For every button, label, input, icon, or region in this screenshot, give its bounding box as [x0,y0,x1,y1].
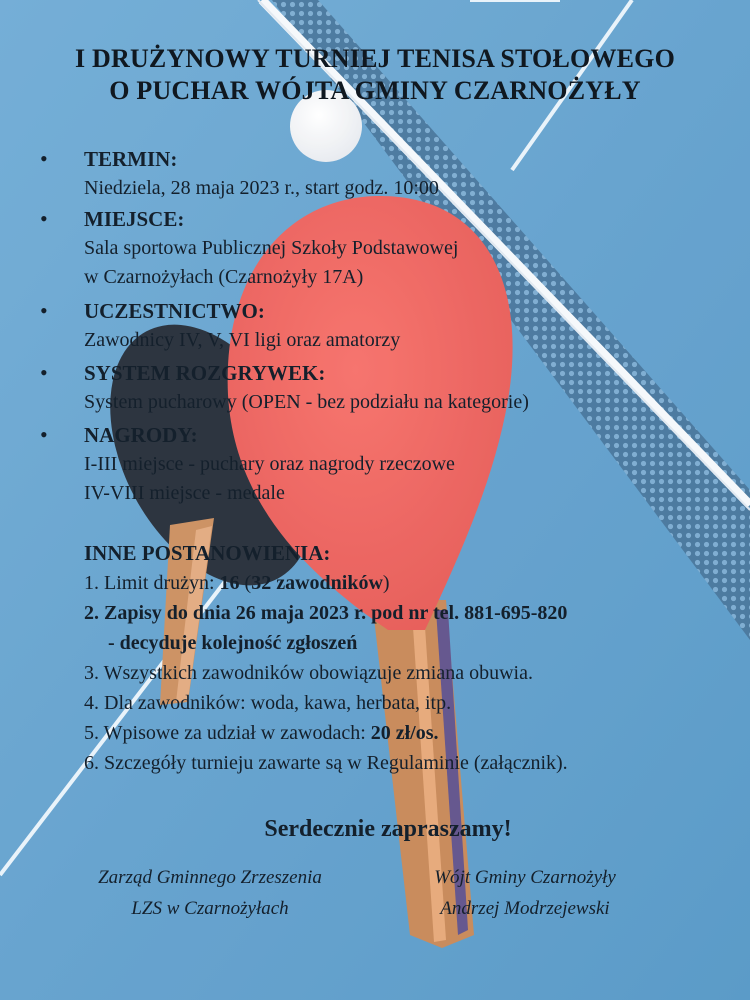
signature-left-line-2: LZS w Czarnożyłach [131,898,289,919]
rule-item-2-continued: - decyduje kolejność zgłoszeń [108,632,358,654]
bullet-icon: • [40,422,48,447]
section-text: I-III miejsce - puchary oraz nagrody rzeczowe [84,453,455,475]
section-text: System pucharowy (OPEN - bez podziału na kategorie) [84,391,529,413]
section-heading: TERMIN: [84,147,178,171]
section-heading: MIEJSCE: [84,207,185,231]
section-nagrody [40,420,720,508]
rule-item-3: 3. Wszystkich zawodników obowiązuje zmiana obuwia. [84,662,533,684]
section-termin [40,144,720,203]
section-text: Zawodnicy IV, V, VI ligi oraz amatorzy [84,329,401,351]
section-text: Niedziela, 28 maja 2023 r., start godz. 10:00 [84,177,439,199]
signature-right-line-1: Wójt Gminy Czarnożyły [434,867,616,888]
rule-item-1: 1. Limit drużyn: 16 (32 zawodników) [84,572,390,594]
signature-right-line-2: Andrzej Modrzejewski [440,898,610,919]
section-miejsce [40,204,720,292]
signature-left [70,862,350,924]
bullet-icon: • [40,298,48,323]
section-text: Sala sportowa Publicznej Szkoły Podstawowej [84,237,459,259]
bullet-icon: • [40,360,48,385]
closing-invitation: Serdecznie zapraszamy! [264,816,512,842]
title-line-1: I DRUŻYNOWY TURNIEJ TENISA STOŁOWEGO [74,44,676,73]
section-inne-postanowienia [84,538,724,778]
signature-right [380,862,670,924]
section-text: IV-VIII miejsce - medale [84,482,285,504]
section-system-rozgrywek [40,358,720,417]
section-text: w Czarnożyłach (Czarnożyły 17A) [84,266,364,288]
rule-item-2: 2. Zapisy do dnia 26 maja 2023 r. pod nr tel. 881-695-820 [84,602,568,624]
section-heading: UCZESTNICTWO: [84,299,265,323]
signature-left-line-1: Zarząd Gminnego Zrzeszenia [98,867,322,888]
section-heading: SYSTEM ROZGRYWEK: [84,361,326,385]
rule-item-5: 5. Wpisowe za udział w zawodach: 20 zł/os. [84,722,439,744]
rule-item-6: 6. Szczegóły turnieju zawarte są w Regulaminie (załącznik). [84,752,568,774]
section-heading: INNE POSTANOWIENIA: [84,541,331,565]
section-uczestnictwo [40,296,720,355]
bullet-icon: • [40,146,48,171]
title-line-2: O PUCHAR WÓJTA GMINY CZARNOŻYŁY [109,76,641,105]
section-heading: NAGRODY: [84,423,198,447]
bullet-icon: • [40,206,48,231]
rule-item-4: 4. Dla zawodników: woda, kawa, herbata, itp. [84,692,452,714]
